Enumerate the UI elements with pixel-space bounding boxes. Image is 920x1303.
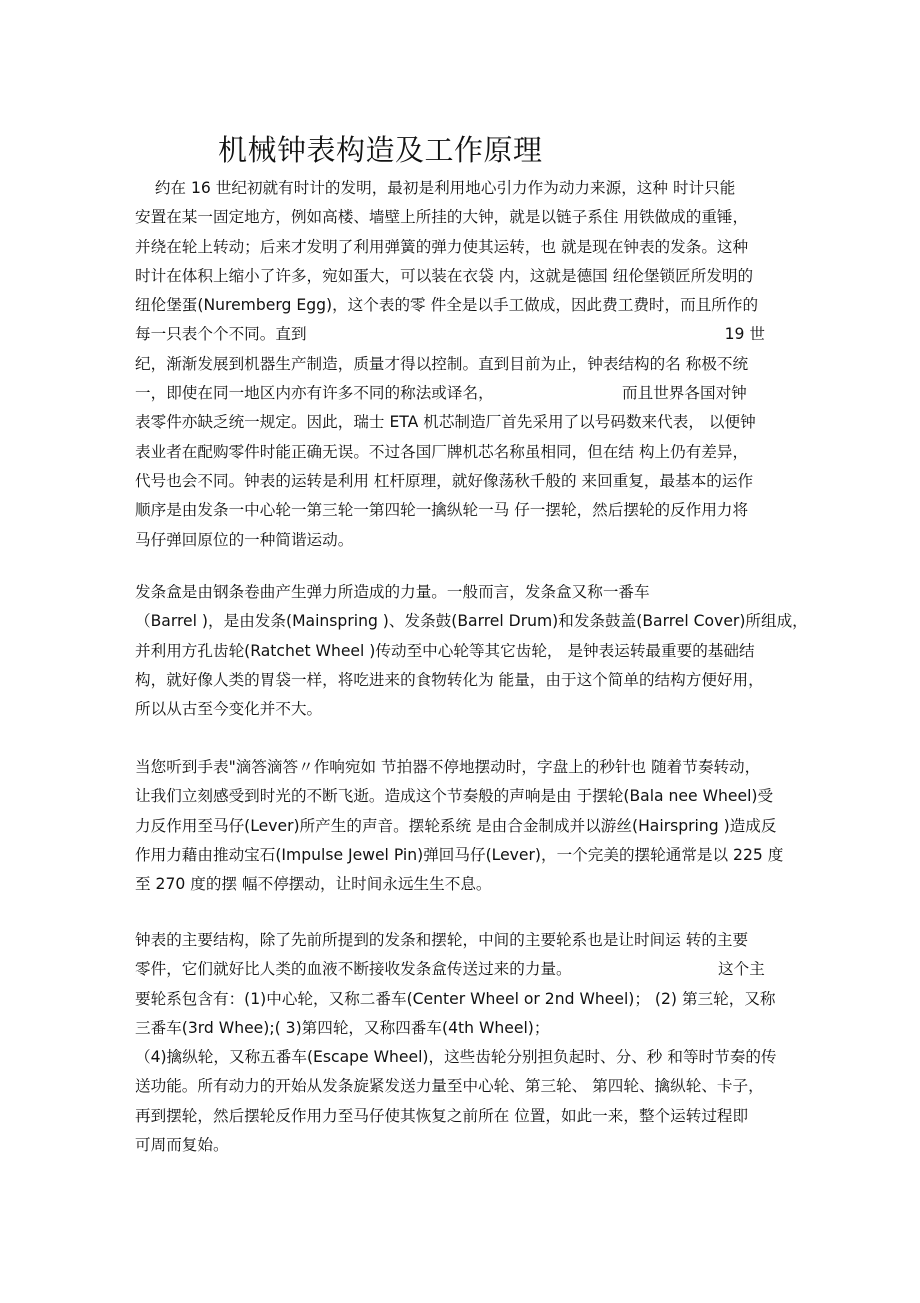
text-fragment: 19 世 [724,325,765,344]
text-line: （Barrel )，是由发条(Mainspring )、发条鼓(Barrel Drum)和发条鼓盖(Barrel Cover)所组成， [135,612,808,631]
text-line: 可周而复始。 [135,1136,229,1155]
text-line: 当您听到手表"滴答滴答〃作响宛如 节拍器不停地摆动时，字盘上的秒针也 随着节奏转动， [135,758,761,776]
text-line: 作用力藉由推动宝石(Impulse Jewel Pin)弹回马仔(Lever)，一个完美的摆轮通常是以 225 度 [135,845,784,864]
text-line: （4)擒纵轮，又称五番车(Escape Wheel)，这些齿轮分别担负起时、分、秒 和等时节奏的传 [135,1048,777,1067]
text-fragment: 一，即使在同一地区内亦有许多不同的称法或译名， [135,384,494,403]
text-line: 构，就好像人类的胃袋一样，将吃进来的食物转化为 能量，由于这个简单的结构方便好用， [135,670,764,689]
text-line: 安置在某一固定地方，例如高楼、墙壁上所挂的大钟，就是以链子系住 用铁做成的重锤， [135,208,749,227]
text-line: 钟表的主要结构，除了先前所提到的发条和摆轮，中间的主要轮系也是让时间运 转的主要 [135,931,749,949]
text-line [135,320,795,349]
text-line: 表零件亦缺乏统一规定。因此，瑞士 ETA 机芯制造厂首先采用了以号码数来代表， 以便钟 [135,413,756,432]
text-fragment: 这个主 [718,960,765,979]
text-line: 表业者在配购零件时能正确无误。不过各国厂牌机芯名称虽相同，但在结 构上仍有差异， [135,442,749,461]
text-line: 纽伦堡蛋(Nuremberg Egg)，这个表的零 件全是以手工做成，因此费工费时，而且所作的 [135,296,759,315]
text-line: 约在 16 世纪初就有时计的发明，最初是利用地心引力作为动力来源，这种 时计只能 [135,179,736,197]
text-line: 时计在体积上缩小了许多，宛如蛋大，可以装在衣袋 内，这就是德国 纽伦堡锁匠所发明的 [135,266,754,285]
text-line: 并绕在轮上转动；后来才发明了利用弹簧的弹力使其运转，也 就是现在钟表的发条。这种 [135,237,749,256]
paragraph-history [135,174,795,555]
text-line: 代号也会不同。钟表的运转是利用 杠杆原理，就好像荡秋千般的 来回重复，最基本的运作 [135,471,754,490]
text-line: 发条盒是由钢条卷曲产生弹力所造成的力量。一般而言，发条盒又称一番车 [135,583,650,601]
paragraph-gear-train [135,926,795,1160]
text-line [135,955,795,984]
text-line: 纪，渐渐发展到机器生产制造，质量才得以控制。直到目前为止，钟表结构的名 称极不统 [135,354,749,373]
paragraph-barrel [135,578,808,724]
text-fragment: 零件，它们就好比人类的血液不断接收发条盒传送过来的力量。 [135,960,572,979]
text-fragment: 而且世界各国对钟 [622,384,747,403]
text-line: 并利用方孔齿轮(Ratchet Wheel )传动至中心轮等其它齿轮， 是钟表运转最重要的基础结 [135,641,755,660]
text-line: 至 270 度的摆 幅不停摆动，让时间永远生生不息。 [135,875,492,894]
text-line [135,379,795,408]
text-line: 力反作用至马仔(Lever)所产生的声音。摆轮系统 是由合金制成并以游丝(Hairspring )造成反 [135,816,777,835]
text-fragment: 每一只表个个不同。直到 [135,325,307,344]
text-line: 马仔弹回原位的一种简谐运动。 [135,530,354,549]
document-title: 机械钟表构造及工作原理 [218,133,543,167]
text-line: 让我们立刻感受到时光的不断飞逝。造成这个节奏般的声响是由 于摆轮(Bala nee Wheel)受 [135,787,774,806]
text-line: 要轮系包含有：(1)中心轮，又称二番车(Center Wheel or 2nd Wheel)； (2) 第三轮，又称 [135,989,776,1008]
text-line: 顺序是由发条一中心轮一第三轮一第四轮一擒纵轮一马 仔一摆轮，然后摆轮的反作用力将 [135,501,749,520]
text-line: 所以从古至今变化并不大。 [135,700,323,719]
paragraph-balance-wheel [135,753,795,899]
text-line: 三番车(3rd Whee);( 3)第四轮，又称四番车(4th Wheel)； [135,1018,550,1037]
text-line: 送功能。所有动力的开始从发条旋紧发送力量至中心轮、第三轮、 第四轮、擒纵轮、卡子， [135,1077,764,1096]
text-line: 再到摆轮，然后摆轮反作用力至马仔使其恢复之前所在 位置，如此一来，整个运转过程即 [135,1106,749,1125]
